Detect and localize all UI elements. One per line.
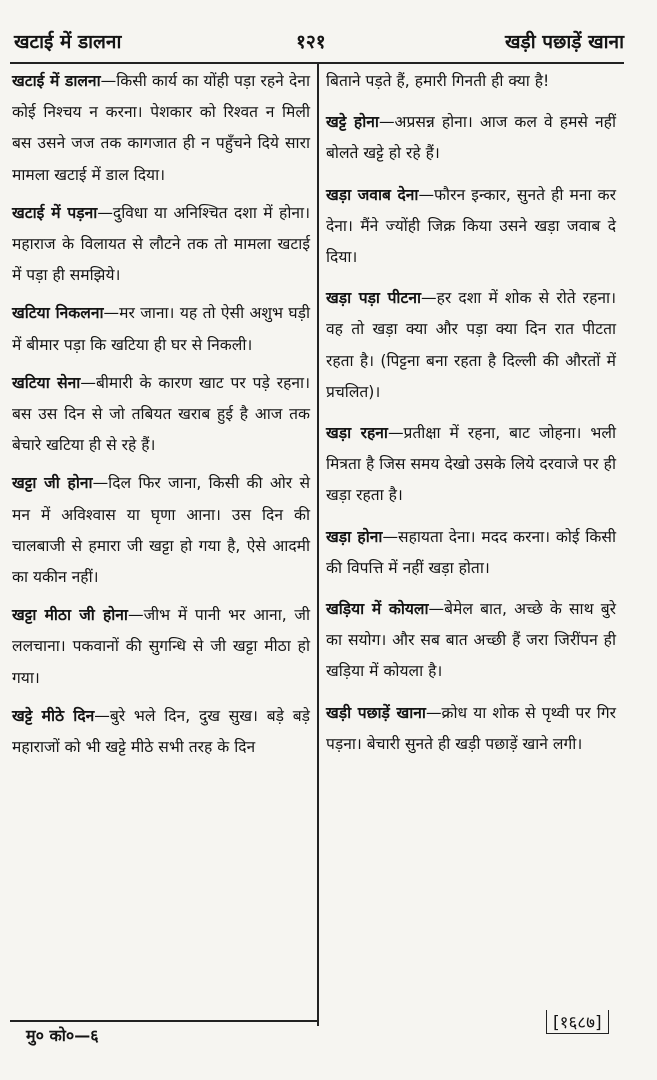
dictionary-entry-continued [326, 66, 616, 97]
page-number: १२१ [296, 31, 326, 53]
footer-signature: मु० को०—६ [26, 1026, 99, 1045]
dictionary-entry [12, 198, 310, 292]
header-right-guide-word: खड़ी पछाड़ें खाना [505, 31, 624, 53]
entry-definition: —प्रतीक्षा में रहना, बाट जोहना। भली मित्रता है जिस समय देखो उसके लिये दरवाजे पर ही खड़ा रहता है। [326, 424, 616, 505]
entry-definition: —अप्रसन्न होना। आज कल वे हमसे नहीं बोलते खट्टे हो रहे हैं। [326, 113, 616, 163]
entry-definition: —मर जाना। यह तो ऐसी अशुभ घड़ी में बीमार पड़ा कि खटिया ही घर से निकली। [12, 304, 310, 354]
dictionary-entry [326, 418, 616, 512]
entry-definition: —बेमेल बात, अच्छे के साथ बुरे का सयोग। और सब बात अच्छी हैं जरा जिरींपन ही खड़िया में कोयला है। [326, 600, 617, 681]
dictionary-entry [326, 698, 616, 760]
entry-headword: खटिया सेना [12, 373, 81, 392]
entry-definition: —हर दशा में शोक से रोते रहना। वह तो खड़ा क्या और पड़ा क्या दिन रात पीटता रहता है। (पिट्टना बना रहता है दिल्ली की औरतों में प्रचलित)। [326, 289, 617, 401]
entry-headword: खट्टा मीठा जी होना [12, 606, 128, 625]
entry-headword: खट्टा जी होना [12, 474, 93, 493]
entry-definition: —फौरन इन्कार, सुनते ही मना कर देना। मैंने ज्योंही जिक्र किया उसने खड़ा जवाब दे दिया। [326, 185, 616, 267]
page-header [14, 22, 624, 60]
entry-headword: खड़ा जवाब देना [326, 185, 419, 204]
entry-headword: खटाई में डालना [12, 72, 101, 90]
dictionary-entry [12, 368, 310, 462]
right-column [326, 66, 616, 760]
entry-definition: —सहायता देना। मदद करना। कोई किसी की विपत्ति में नहीं खड़ा होता। [326, 527, 616, 577]
column-divider [317, 64, 319, 1026]
entry-headword: खड़ी पछाड़ें खाना [326, 703, 426, 722]
footer-rule [10, 1020, 317, 1022]
entry-headword: खटिया निकलना [12, 304, 104, 323]
entry-headword: खटाई में पड़ना [12, 203, 98, 222]
entry-definition: —दिल फिर जाना, किसी की ओर से मन में अविश्वास या घृणा आना। उस दिन की चालबाजी से हमारा जी खट्टा हो गया है, ऐसे आदमी का यकीन नहीं। [12, 474, 310, 587]
dictionary-entry [326, 283, 616, 408]
dictionary-entry [326, 180, 616, 274]
entry-definition: —बुरे भले दिन, दुख सुख। बड़े बड़े महाराजों को भी खट्टे मीठे सभी तरह के दिन [12, 706, 310, 757]
entry-definition: —दुविधा या अनिश्चित दशा में होना। महाराज के विलायत से लौटने तक तो मामला खटाई में पड़ा ही समझिये। [12, 203, 310, 285]
entry-headword: खड़ा रहना [326, 424, 388, 443]
dictionary-entry [12, 600, 310, 694]
dictionary-entry [12, 701, 310, 763]
entry-definition: —बीमारी के कारण खाट पर पड़े रहना। बस उस दिन से जो तबियत खराब हुई है आज तक बेचारे खटिया ही से रहे हैं। [12, 373, 310, 455]
dictionary-entry [12, 468, 310, 593]
entry-headword: खड़ा पड़ा पीटना [326, 289, 422, 308]
entry-headword: खड़ा होना [326, 527, 383, 546]
dictionary-entry [326, 107, 616, 169]
header-left-guide-word: खटाई में डालना [14, 31, 122, 53]
entry-definition: बिताने पड़ते हैं, हमारी गिनती ही क्या है! [326, 72, 550, 90]
entry-headword: खट्टे मीठे दिन [12, 706, 95, 725]
entry-headword: खट्टे होना [326, 113, 379, 132]
entry-definition: —क्रोध या शोक से पृथ्वी पर गिर पड़ना। बेचारी सुनते ही खड़ी पछाड़ें खाने लगी। [326, 703, 617, 753]
footer-print-code: [१६८७] [546, 1010, 609, 1034]
entry-definition: —किसी कार्य का योंही पड़ा रहने देना कोई निश्चय न करना। पेशकार को रिश्वत न मिली बस उसने जज तक कागजात ही न पहुँचने दिये सारा मामला खटाई में डाल दिया। [12, 72, 310, 184]
dictionary-entry [326, 594, 616, 688]
dictionary-entry [12, 298, 310, 360]
left-column [12, 66, 310, 763]
entry-definition: —जीभ में पानी भर आना, जी ललचाना। पकवानों की सुगन्धि से जी खट्टा मीठा हो गया। [12, 606, 310, 687]
entry-headword: खड़िया में कोयला [326, 600, 429, 619]
dictionary-entry [12, 66, 310, 191]
dictionary-entry [326, 522, 616, 584]
